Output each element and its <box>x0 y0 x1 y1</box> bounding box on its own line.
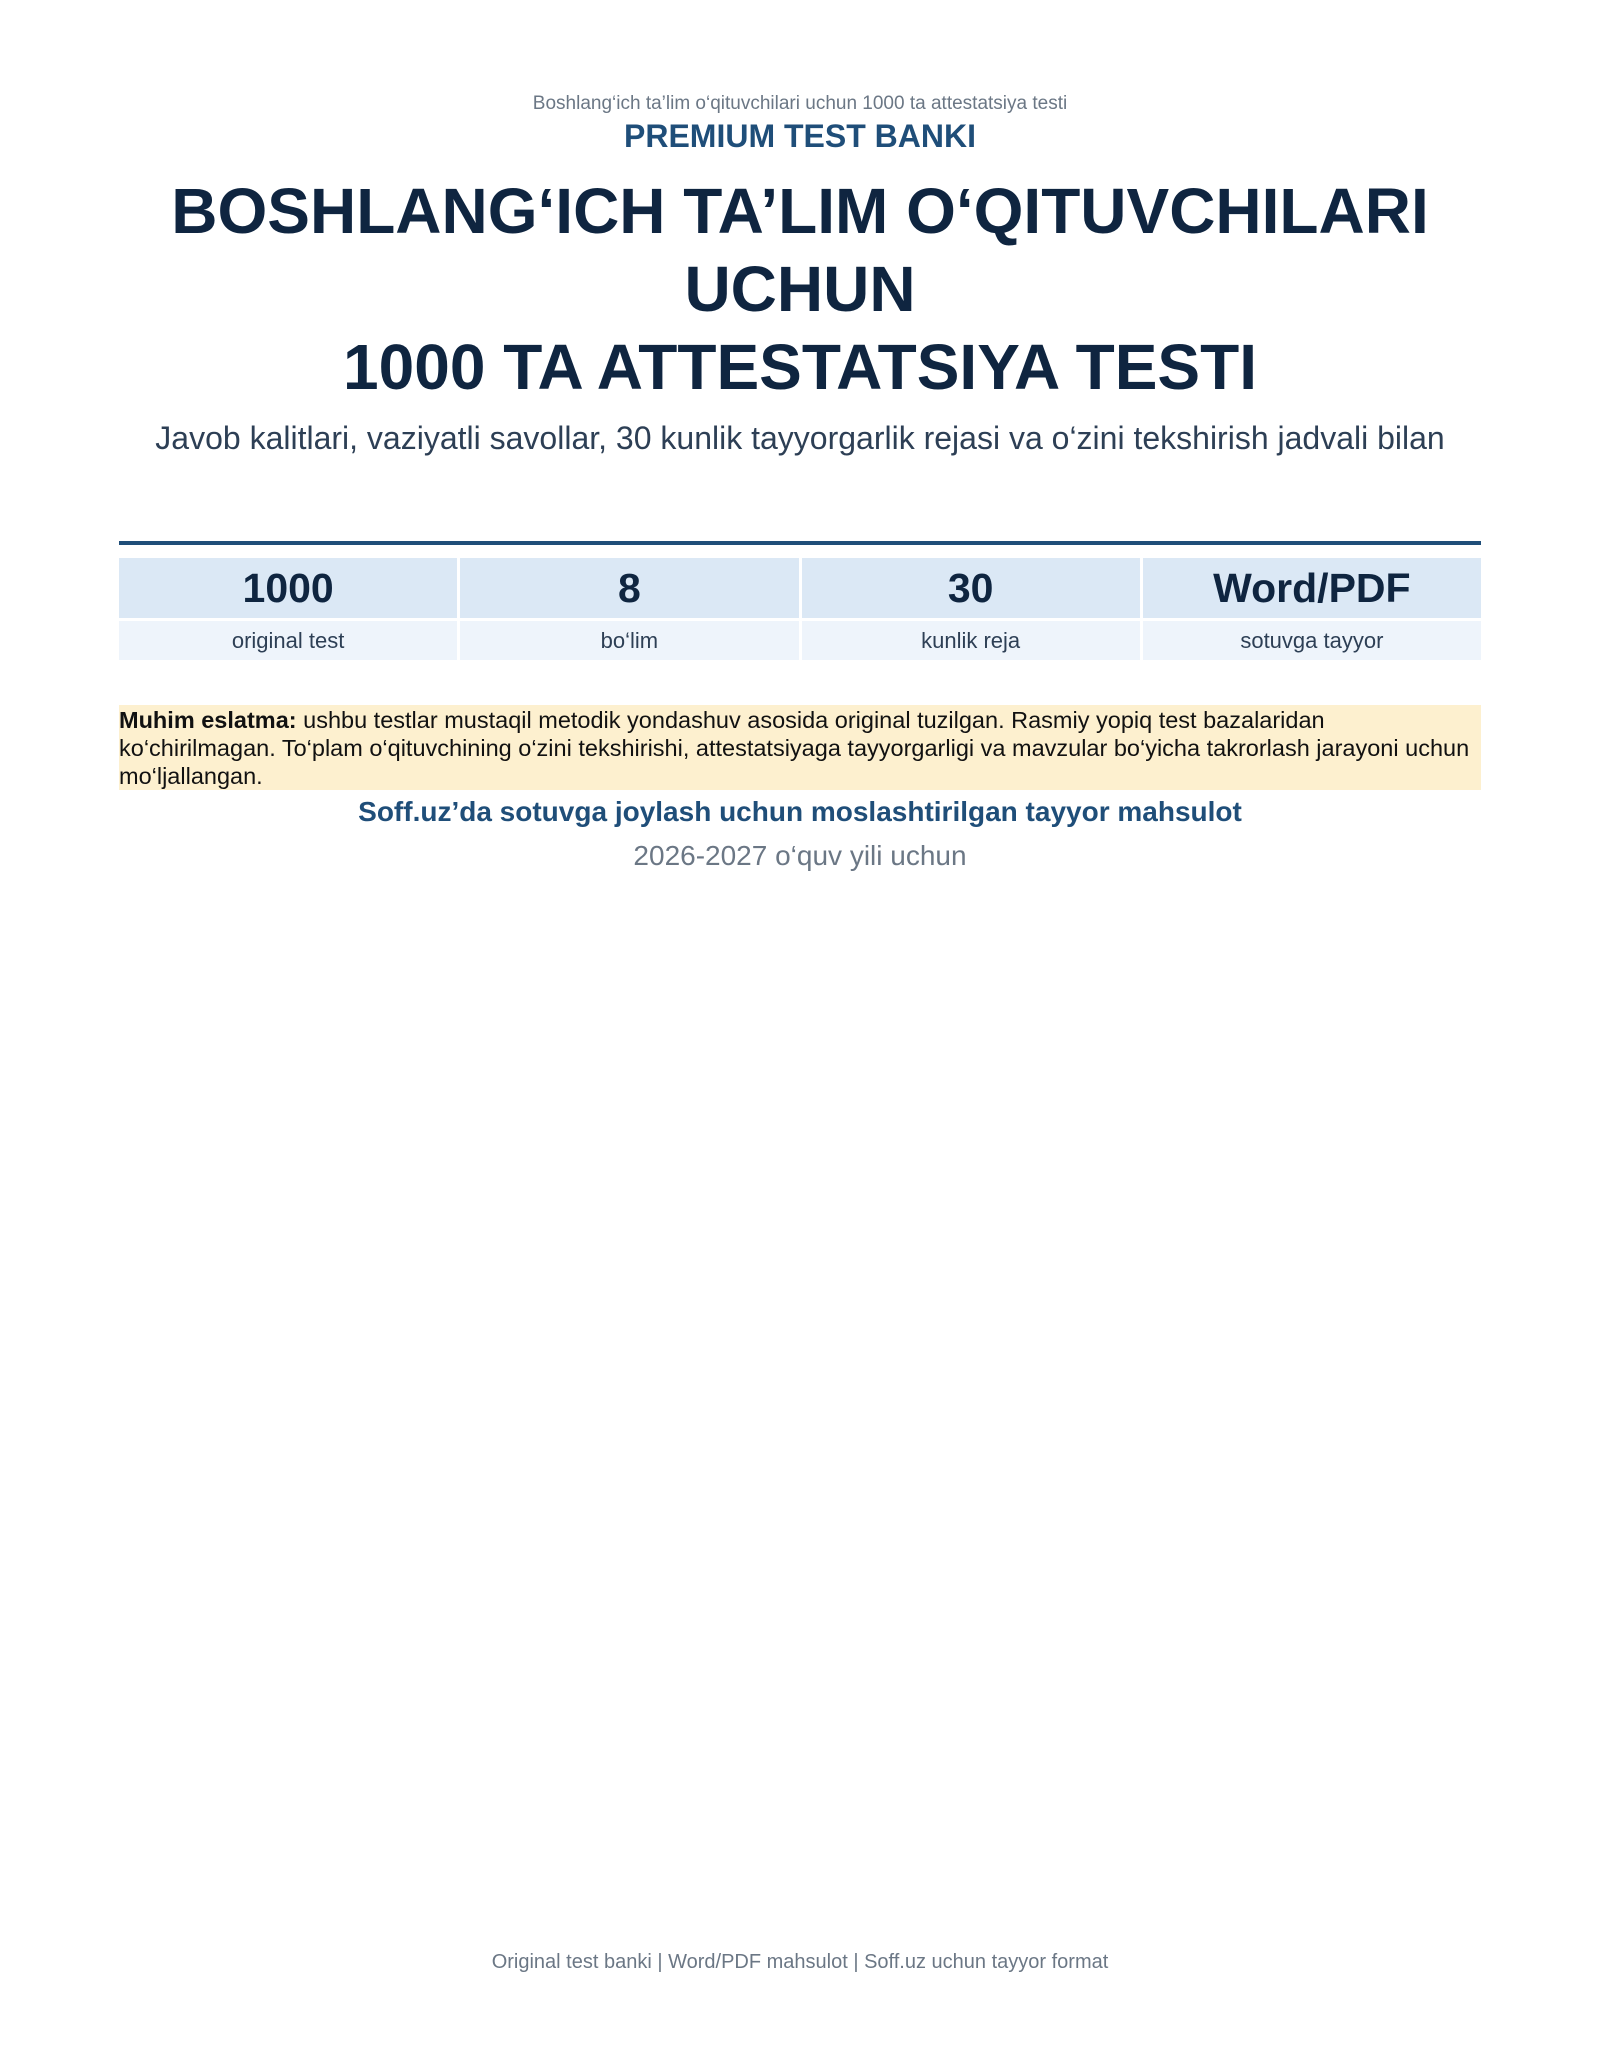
stats-table <box>119 558 1481 660</box>
subtitle: Javob kalitlari, vaziyatli savollar, 30 kunlik tayyorgarlik rejasi va o‘zini tekshirish jadvali bilan <box>155 420 1445 456</box>
note-label: Muhim eslatma: <box>119 707 297 733</box>
stat-cell-plan <box>802 558 1140 660</box>
stat-label: original test <box>119 621 457 660</box>
main-title-line-3: 1000 TA ATTESTATSIYA TESTI <box>343 331 1257 403</box>
stat-label: kunlik reja <box>802 621 1140 660</box>
page-footer: Original test banki | Word/PDF mahsulot | Soff.uz uchun tayyor format <box>491 1951 1109 1973</box>
stat-cell-format <box>1143 558 1481 660</box>
running-header: Boshlang‘ich ta’lim o‘qituvchilari uchun 1000 ta attestatsiya testi <box>532 93 1068 114</box>
stat-value: 1000 <box>119 558 457 618</box>
divider-rule <box>119 541 1481 545</box>
note-text: ushbu testlar mustaqil metodik yondashuv asosida original tuzilgan. Rasmiy yopiq test bazalaridan ko‘chirilmagan. To‘plam o‘qituvchining o‘zini tekshirishi, attestatsiyaga tayyorgarligi va mavzular bo‘yicha takrorlash jarayoni uchun mo‘ljallangan. <box>119 707 1470 789</box>
promo-line: Soff.uz’da sotuvga joylash uchun moslashtirilgan tayyor mahsulot <box>358 796 1242 827</box>
main-title-line-1: BOSHLANG‘ICH TA’LIM O‘QITUVCHILARI <box>171 175 1429 247</box>
stat-value: 8 <box>460 558 798 618</box>
main-title-line-2: UCHUN <box>684 253 916 325</box>
stat-label: sotuvga tayyor <box>1143 621 1481 660</box>
kicker-label: PREMIUM TEST BANKI <box>624 118 976 154</box>
stat-value: Word/PDF <box>1143 558 1481 618</box>
stat-label: bo‘lim <box>460 621 798 660</box>
stat-cell-sections <box>460 558 798 660</box>
academic-year: 2026-2027 o‘quv yili uchun <box>633 840 967 871</box>
stat-cell-tests <box>119 558 457 660</box>
important-note <box>119 705 1481 790</box>
main-title <box>120 172 1480 406</box>
stat-value: 30 <box>802 558 1140 618</box>
